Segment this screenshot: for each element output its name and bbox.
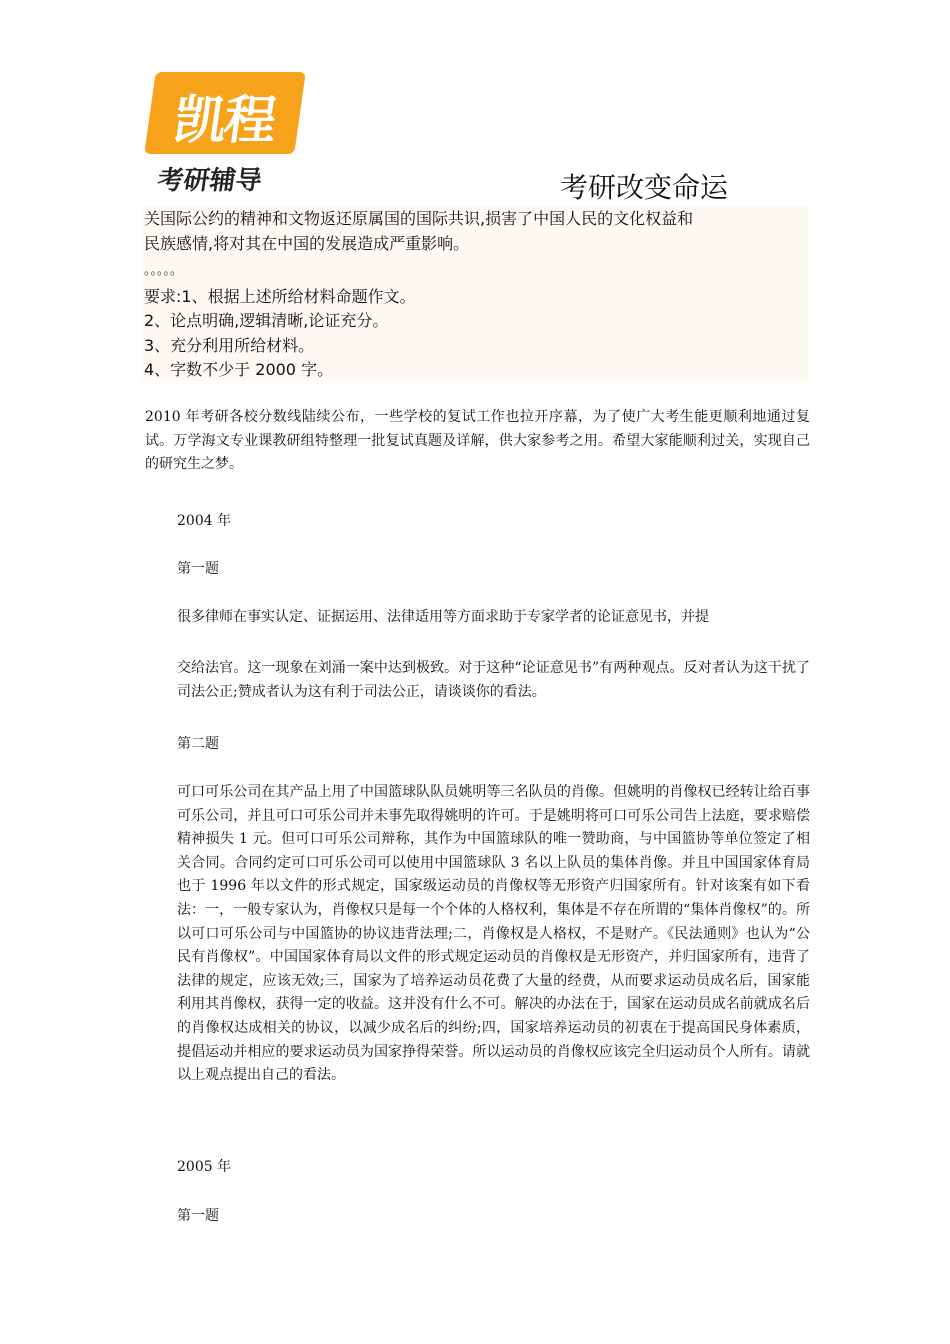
q1-second-text: 交给法官。这一现象在刘涌一案中达到极致。对于这种“论证意见书”有两种观点。反对者认为这干扰了司法公正;赞成者认为这有利于司法公正，请谈谈你的看法。 xyxy=(177,660,810,700)
year-heading: 2004 年 xyxy=(177,513,232,529)
question-title: 第二题 xyxy=(177,736,219,752)
intro-text: 2010 年考研各校分数线陆续公布，一些学校的复试工作也拉开序幕，为了使广大考生能更顺利地通过复试。万学海文专业课教研组特整理一批复试真题及详解，供大家参考之用。希望大家能顺利过关，实现自己的研究生之梦。 xyxy=(145,409,810,473)
requirement-1: 要求:1、根据上述所给材料命题作文。 xyxy=(144,287,416,306)
kaicheng-logo xyxy=(150,72,310,202)
requirement-4: 4、字数不少于 2000 字。 xyxy=(144,360,334,379)
q1-first-text: 很多律师在事实认定、证据运用、法律适用等方面求助于专家学者的论证意见书，并提 xyxy=(177,609,709,625)
q1-first-paragraph xyxy=(145,606,810,630)
requirement-3: 3、充分利用所给材料。 xyxy=(144,336,315,355)
excerpt-ellipsis: 。。。。。 xyxy=(144,263,184,278)
logo-mark-text: 凯程 xyxy=(169,91,279,151)
intro-paragraph xyxy=(145,406,810,477)
excerpt-block xyxy=(142,206,808,381)
excerpt-line: 民族感情,将对其在中国的发展造成严重影响。 xyxy=(144,234,470,253)
q2-paragraph xyxy=(145,781,810,1088)
question-title: 第一题 xyxy=(177,1208,219,1224)
q2-text: 可口可乐公司在其产品上用了中国篮球队队员姚明等三名队员的肖像。但姚明的肖像权已经转让给百事可乐公司，并且可口可乐公司并未事先取得姚明的许可。于是姚明将可口可乐公司告上法庭，要求赔偿精神损失 1 元。但可口可乐公司辩称，其作为中国篮球队的唯一赞助商，与中国篮协等单位签定了相关合同。合同约定可口可乐公司可以使用中国篮球队 3 名以上队员的集体肖像。并且中国国家体育局也于 1996 年以文件的形式规定，国家级运动员的肖像权等无形资产归国家所有。针对该案有如下看法：一，一般专家认为，肖像权只是每一个个体的人格权利，集体是不存在所谓的“集体肖像权”的。所以可口可乐公司与中国篮协的协议违背法理;二，肖像权是人格权，不是财产。《民法通则》也认为“公民有肖像权”。中国国家体育局以文件的形式规定运动员的肖像权是无形资产，并归国家所有，违背了法律的规定，应该无效;三，国家为了培养运动员花费了大量的经费，从而要求运动员成名后，国家能利用其肖像权，获得一定的收益。这并没有什么不可。解决的办法在于，国家在运动员成名前就成名后的肖像权达成相关的协议，以减少成名后的纠纷;四，国家培养运动员的初衷在于提高国民身体素质，提倡运动并相应的要求运动员为国家挣得荣誉。所以运动员的肖像权应该完全归运动员个人所有。请就以上观点提出自己的看法。 xyxy=(177,784,810,1084)
logo-subtitle: 考研辅导 xyxy=(155,166,264,196)
year-heading: 2005 年 xyxy=(177,1159,232,1175)
q1-second-paragraph xyxy=(145,657,810,704)
excerpt-line: 关国际公约的精神和文物返还原属国的国际共识,损害了中国人民的文化权益和 xyxy=(144,209,694,228)
question-title: 第一题 xyxy=(177,561,219,577)
requirement-2: 2、论点明确,逻辑清晰,论证充分。 xyxy=(144,311,389,330)
header-slogan: 考研改变命运 xyxy=(560,171,729,204)
